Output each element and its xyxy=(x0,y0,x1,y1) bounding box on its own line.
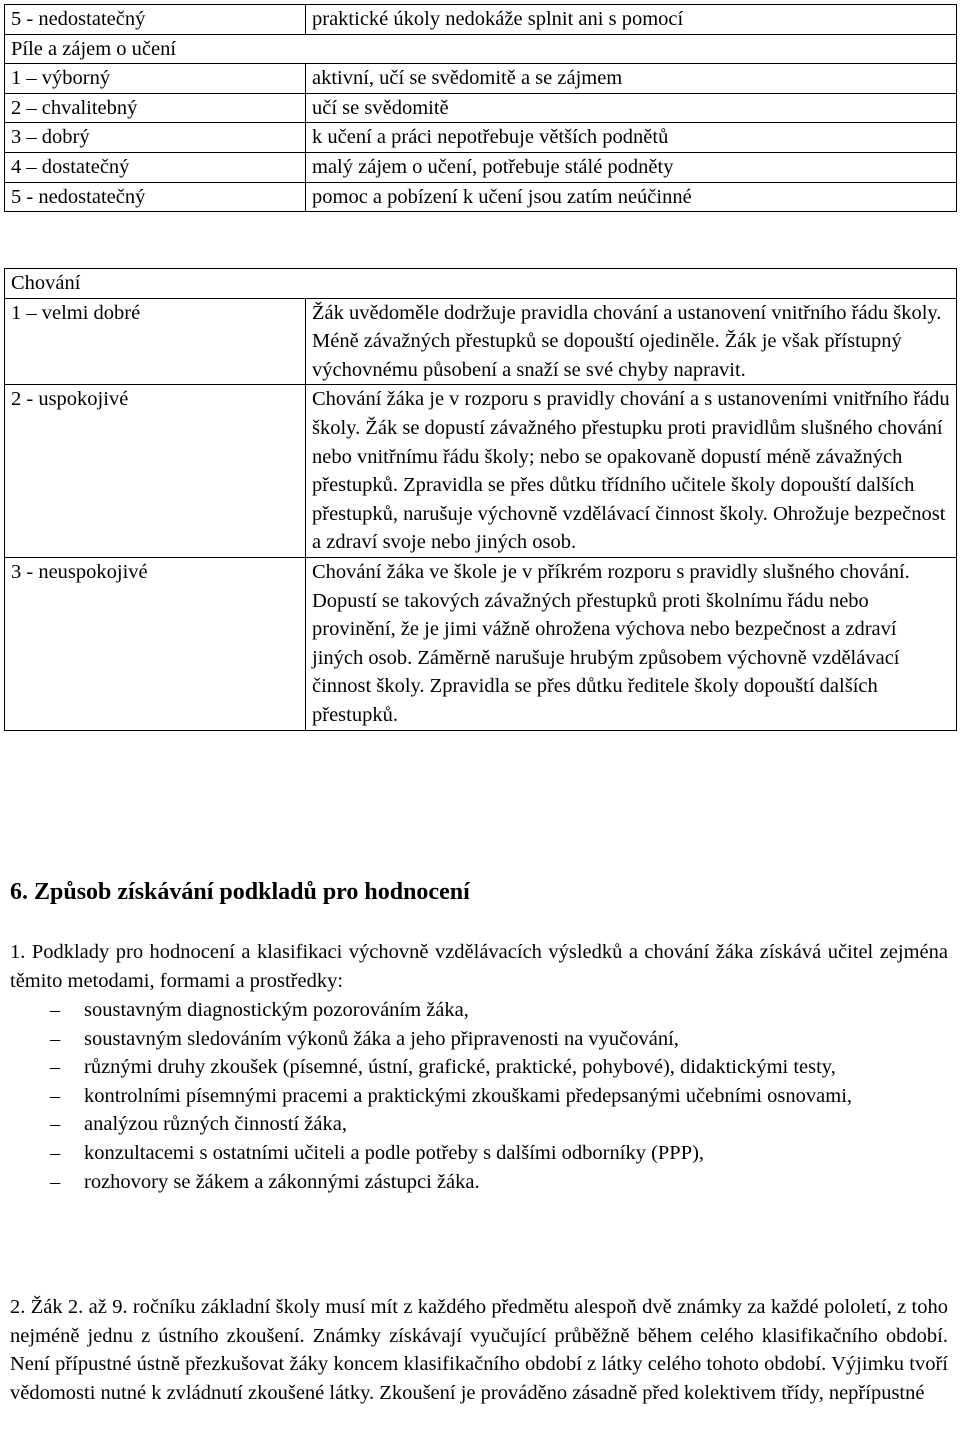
description-cell: k učení a práci nepotřebuje větších podnětů xyxy=(306,123,957,153)
table-row xyxy=(5,557,957,730)
section-title-cell: Chování xyxy=(5,269,957,299)
description-cell: učí se svědomitě xyxy=(306,93,957,123)
grade-cell: 4 – dostatečný xyxy=(5,152,306,182)
table-row xyxy=(5,5,957,35)
list-item xyxy=(10,1168,948,1197)
dash-bullet: – xyxy=(50,1056,61,1079)
table-row xyxy=(5,385,957,558)
description-cell: Chování žáka ve škole je v příkrém rozporu s pravidly slušného chování. Dopustí se takových závažných přestupků proti školnímu řádu nebo provinění, že je jimi vážně ohrožena výchova nebo bezpečnost a zdraví jiných osob. Záměrně narušuje hrubým způsobem výchovně vzdělávací činnost školy. Zpravidla se přes důtku ředitele školy dopouští dalších přestupků. xyxy=(306,557,957,730)
list-item xyxy=(10,1082,948,1111)
dash-bullet: – xyxy=(50,999,61,1021)
list-item xyxy=(10,1110,948,1139)
dash-bullet: – xyxy=(50,1084,61,1107)
grade-cell: 1 – výborný xyxy=(5,64,306,94)
grading-table-behaviour xyxy=(4,268,957,731)
dash-bullet: – xyxy=(50,1027,61,1050)
list-item xyxy=(10,1025,948,1054)
paragraph-1: 1. Podklady pro hodnocení a klasifikaci výchovně vzdělávacích výsledků a chování žáka získává učitel zejména těmito metodami, formami a prostředky: xyxy=(10,941,948,992)
grade-cell: 5 - nedostatečný xyxy=(5,182,306,212)
list-item-text: analýzou různých činností žáka, xyxy=(84,1113,347,1136)
grade-cell: 3 - neuspokojivé xyxy=(5,557,306,730)
list-item xyxy=(10,996,948,1025)
list-item-text: rozhovory se žákem a zákonnými zástupci žáka. xyxy=(84,1170,480,1193)
table-section-row xyxy=(5,34,957,64)
dash-bullet: – xyxy=(50,1141,61,1164)
list-item-text: kontrolními písemnými pracemi a praktickými zkouškami předepsanými učebními osnovami, xyxy=(84,1084,853,1107)
dash-bullet: – xyxy=(50,1113,61,1136)
dash-bullet: – xyxy=(50,1170,61,1193)
grade-cell: 3 – dobrý xyxy=(5,123,306,153)
grade-cell: 2 - uspokojivé xyxy=(5,385,306,558)
list-item-text: soustavným diagnostickým pozorováním žáka, xyxy=(84,999,469,1021)
table-row xyxy=(5,93,957,123)
list-item-text: různými druhy zkoušek (písemné, ústní, grafické, praktické, pohybové), didaktickými testy, xyxy=(84,1056,836,1079)
description-cell: Žák uvědoměle dodržuje pravidla chování a ustanovení vnitřního řádu školy. Méně závažných přestupků se dopouští ojediněle. Žák je však přístupný výchovnému působení a snaží se své chyby napravit. xyxy=(306,298,957,385)
table-row xyxy=(5,64,957,94)
description-cell: praktické úkoly nedokáže splnit ani s pomocí xyxy=(306,5,957,35)
paragraph-2: 2. Žák 2. až 9. ročníku základní školy musí mít z každého předmětu alespoň dvě známky za každé pololetí, z toho nejméně jednu z ústního zkoušení. Známky získávají vyučující průběžně během celého klasifikačního období. Není přípustné ústně přezkušovat žáky koncem klasifikačního období z látky celého tohoto období. Výjimku tvoří vědomosti nutné k zvládnutí zkoušené látky. Zkoušení je prováděno zásadně před kolektivem třídy, nepřípustné xyxy=(10,1296,948,1404)
description-cell: pomoc a pobízení k učení jsou zatím neúčinné xyxy=(306,182,957,212)
grading-table-diligence xyxy=(4,4,957,212)
grade-cell: 1 – velmi dobré xyxy=(5,298,306,385)
description-cell: malý zájem o učení, potřebuje stálé podněty xyxy=(306,152,957,182)
table-row xyxy=(5,123,957,153)
list-item-text: konzultacemi s ostatními učiteli a podle potřeby s dalšími odborníky (PPP), xyxy=(84,1141,705,1164)
grade-cell: 5 - nedostatečný xyxy=(5,5,306,35)
section-title-cell: Píle a zájem o učení xyxy=(5,34,957,64)
list-item xyxy=(10,1053,948,1082)
list-item-text: soustavným sledováním výkonů žáka a jeho připravenosti na vyučování, xyxy=(84,1027,679,1050)
table-row xyxy=(5,182,957,212)
section-heading: 6. Způsob získávání podkladů pro hodnocení xyxy=(10,879,470,905)
table-row xyxy=(5,152,957,182)
grade-cell: 2 – chvalitebný xyxy=(5,93,306,123)
description-cell: aktivní, učí se svědomitě a se zájmem xyxy=(306,64,957,94)
table-row xyxy=(5,298,957,385)
table-section-row xyxy=(5,269,957,299)
list-item xyxy=(10,1139,948,1168)
description-cell: Chování žáka je v rozporu s pravidly chování a s ustanoveními vnitřního řádu školy. Žák se dopustí závažného přestupku proti pravidlům slušného chování nebo vnitřnímu řádu školy; nebo se opakovaně dopustí méně závažných přestupků. Zpravidla se přes důtku třídního učitele školy dopouští dalších přestupků, narušuje výchovně vzdělávací činnost školy. Ohrožuje bezpečnost a zdraví svoje nebo jiných osob. xyxy=(306,385,957,558)
methods-list xyxy=(10,996,948,1196)
